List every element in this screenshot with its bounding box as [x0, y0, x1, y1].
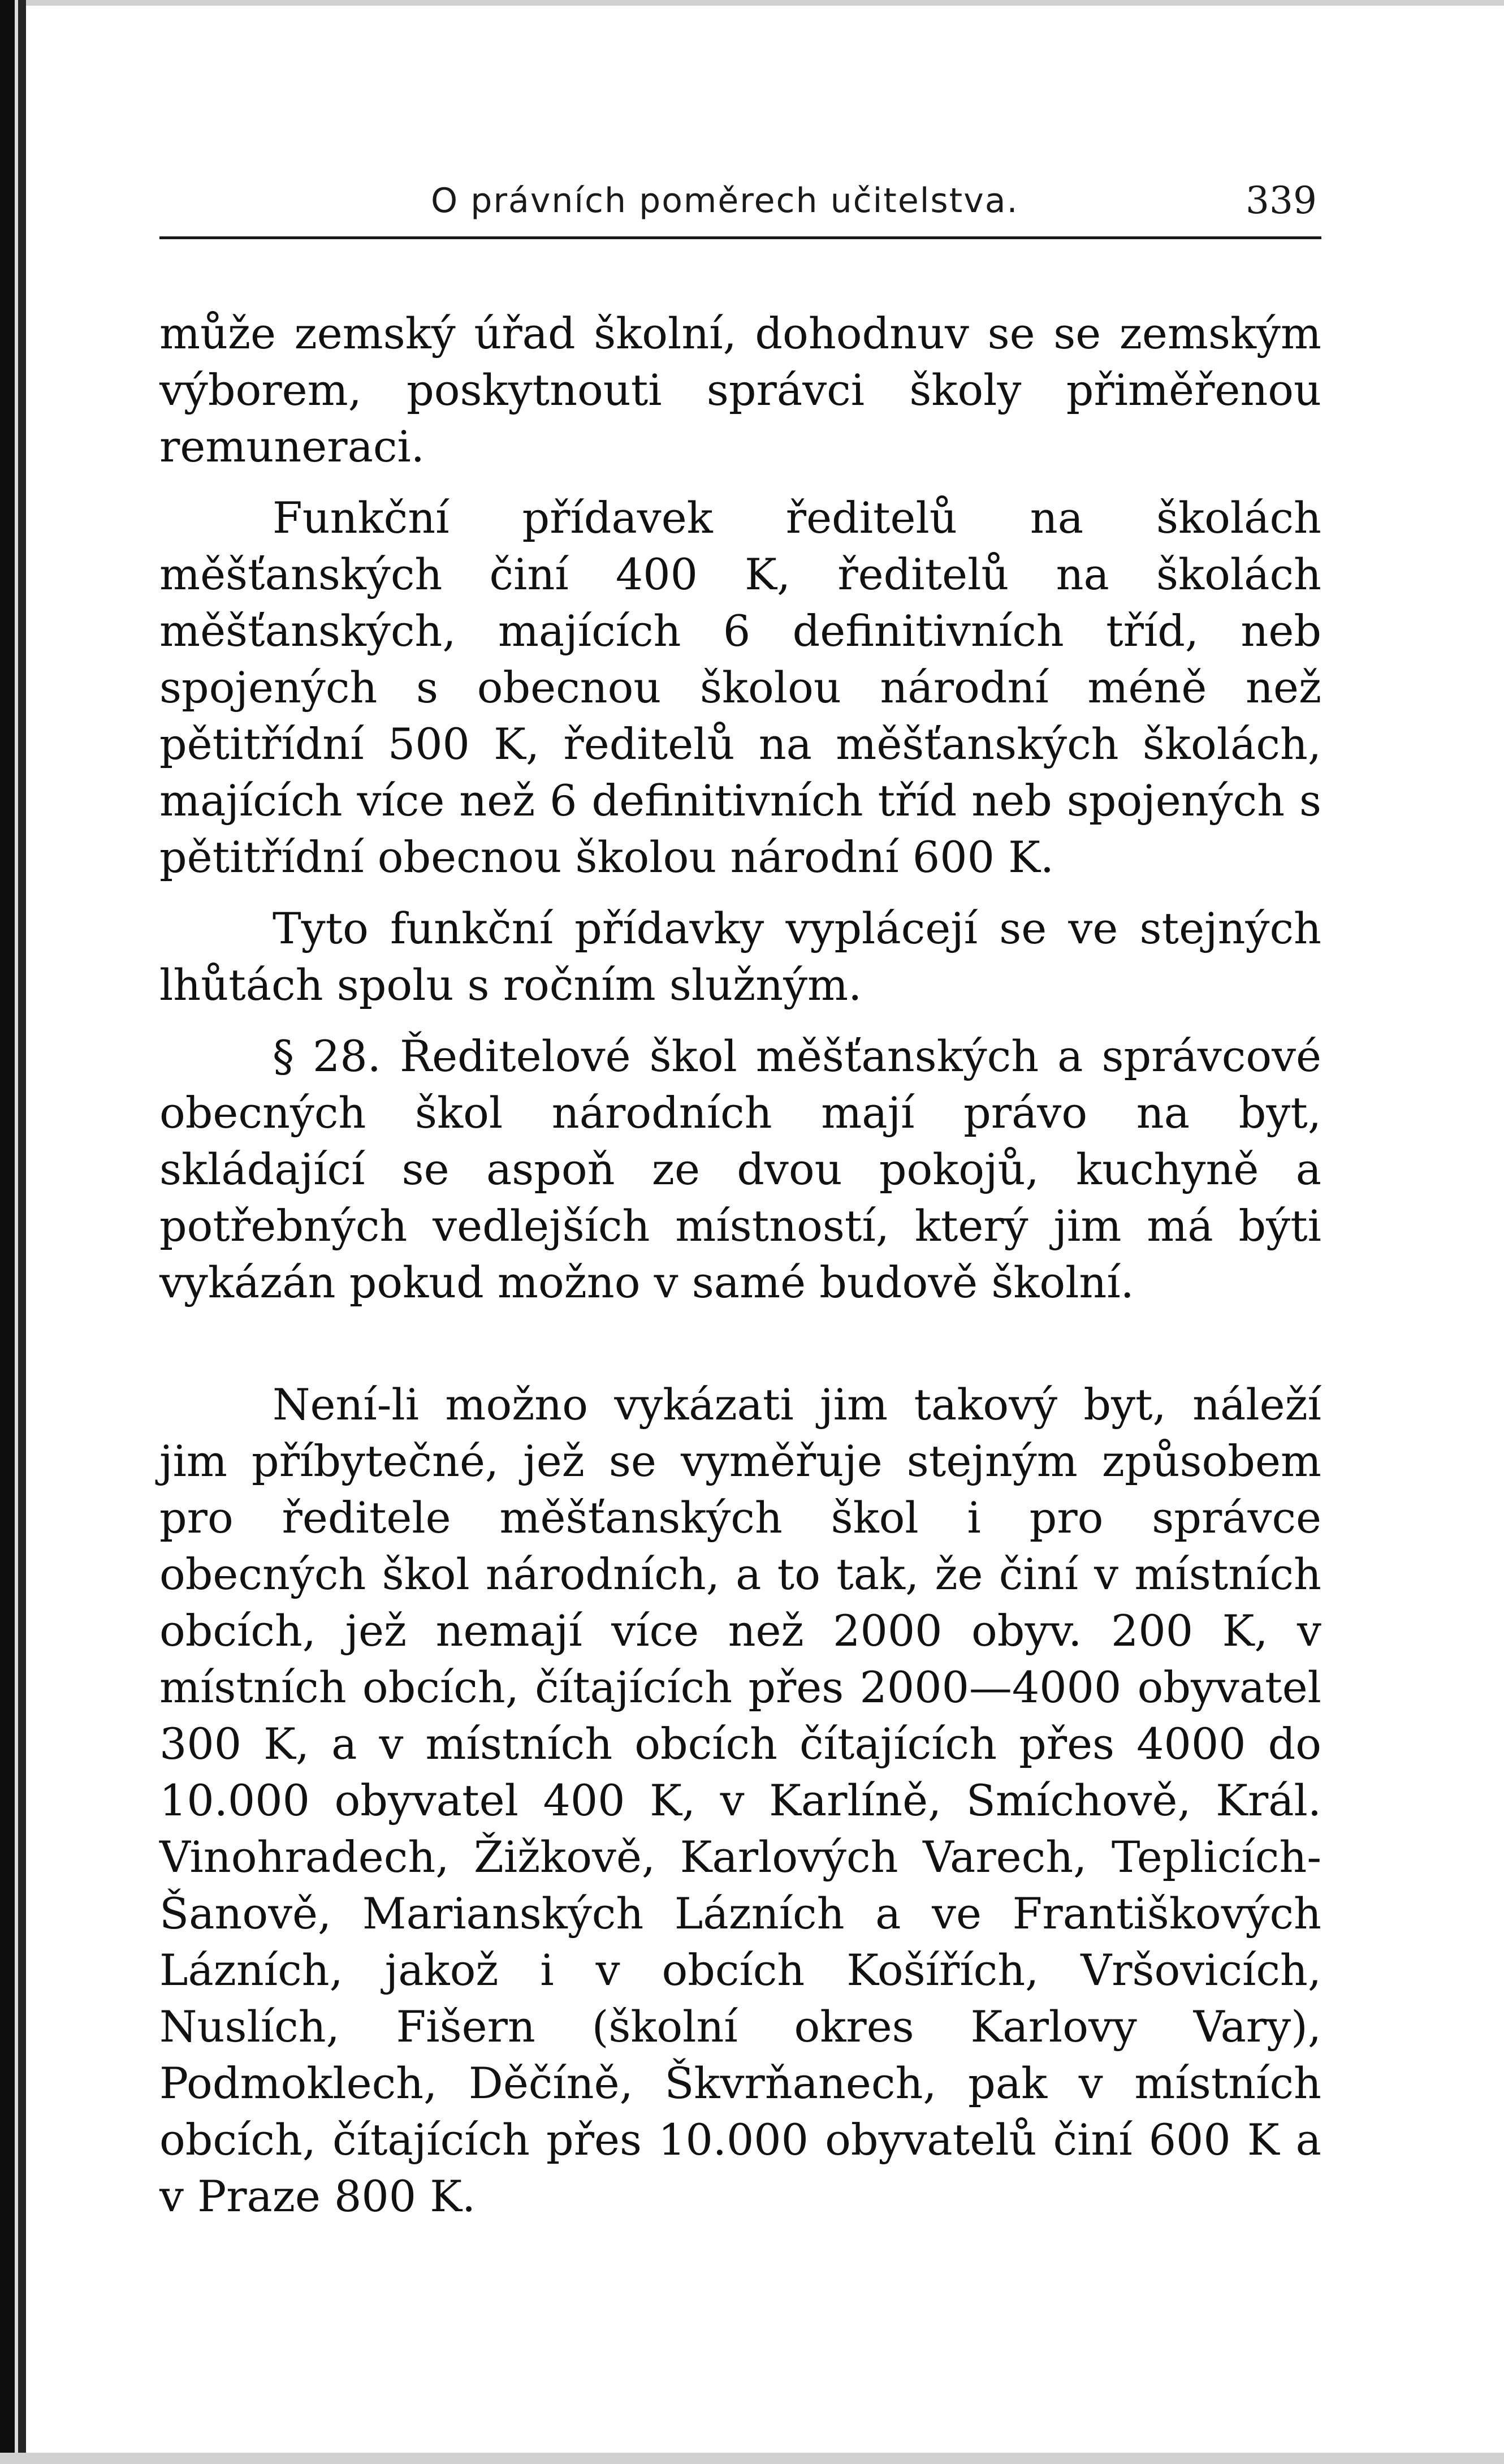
paragraph-payment-terms: Tyto funkční přídavky vyplácejí se ve stejných lhůtách spolu s ročním služným. — [159, 903, 1321, 1010]
running-title: O právních poměrech učitelstva. — [431, 181, 1019, 221]
scan-bottom-edge — [0, 2453, 1504, 2464]
scan-top-edge — [0, 0, 1504, 6]
paragraph-director-allowance: Funkční přídavek ředitelů na školách měšťanských činí 400 K, ředitelů na školách měšťanských, majících 6 definitivních tříd, neb spojených s obecnou školou národní méně než pětitřídní 500 K, ředitelů na měšťanských školách, majících více než 6 definitivních tříd neb spojených s pětitřídní obecnou školou národní 600 K. — [159, 493, 1321, 882]
page-number: 339 — [1246, 179, 1317, 222]
scan-left-edge — [0, 0, 15, 2464]
header-rule — [159, 236, 1321, 239]
section-number: § 28. — [273, 1031, 381, 1081]
paragraph-section-28 — [159, 1028, 1321, 1311]
paragraph-continuation: může zemský úřad školní, dohodnuv se se zemským výborem, poskytnouti správci školy přiměřenou remuneraci. — [159, 308, 1321, 472]
section-28-text: Ředitelové škol měšťanských a správcové obecných škol národních mají právo na byt, skládající se aspoň ze dvou pokojů, kuchyně a potřebných vedlejších místností, který jim má býti vykázán pokud možno v samé budově školní. — [159, 1031, 1321, 1307]
page-binding-edge — [18, 0, 26, 2464]
paragraph-housing-allowance: Není-li možno vykázati jim takový byt, náleží jim příbytečné, jež se vyměřuje stejným způsobem pro ředitele měšťanských škol i pro správce obecných škol národních, a to tak, že činí v místních obcích, jež nemají více než 2000 obyv. 200 K, v místních obcích, čítajících přes 2000—4000 obyvatel 300 K, a v místních obcích čítajících přes 4000 do 10.000 obyvatel 400 K, v Karlíně, Smíchově, Král. Vinohradech, Žižkově, Karlových Varech, Teplicích-Šanově, Marianských Lázních a ve Františkových Lázních, jakož i v obcích Košířích, Vršovicích, Nuslích, Fišern (školní okres Karlovy Vary), Podmoklech, Děčíně, Škvrňanech, pak v místních obcích, čítajících přes 10.000 obyvatelů činí 600 K a v Praze 800 K. — [159, 1379, 1321, 2221]
body-text — [159, 305, 1321, 2225]
page-header — [159, 164, 1321, 238]
